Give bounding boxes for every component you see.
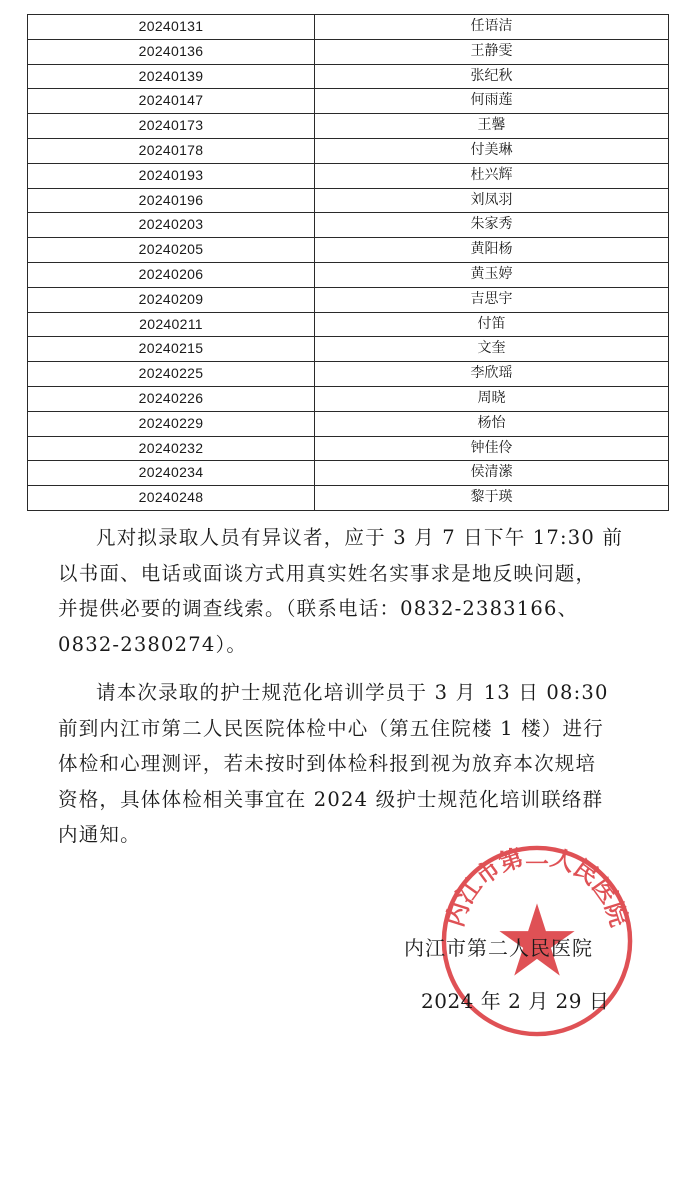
table-row [28, 461, 669, 486]
name-cell: 侯清潆 [315, 461, 669, 486]
exam-number-cell: 20240178 [28, 138, 315, 163]
name-cell: 文奎 [315, 337, 669, 362]
table-body [28, 15, 669, 511]
name-cell: 钟佳伶 [315, 436, 669, 461]
table-row [28, 262, 669, 287]
name-cell: 张纪秋 [315, 64, 669, 89]
name-cell: 朱家秀 [315, 213, 669, 238]
paragraph-line: 以书面、电话或面谈方式用真实姓名实事求是地反映问题， [58, 561, 597, 585]
seal-arc-text: 内江市第二人民医院 [440, 842, 634, 930]
table-row [28, 213, 669, 238]
exam-number-cell: 20240248 [28, 486, 315, 511]
name-cell: 黄阳杨 [315, 238, 669, 263]
table-row [28, 337, 669, 362]
paragraph-line: 体检和心理测评，若未按时到体检科报到视为放弃本次规培 [58, 752, 597, 775]
checkup-paragraph [58, 675, 668, 853]
exam-number-cell: 20240173 [28, 114, 315, 139]
name-cell: 付美琳 [315, 138, 669, 163]
paragraph-line: 资格，具体体检相关事宜在 2024 级护士规范化培训联络群 [58, 787, 604, 811]
table-row [28, 188, 669, 213]
table-row [28, 163, 669, 188]
table-row [28, 386, 669, 411]
table-row [28, 238, 669, 263]
table-row [28, 64, 669, 89]
admission-list-table [27, 14, 669, 511]
exam-number-cell: 20240209 [28, 287, 315, 312]
exam-number-cell: 20240225 [28, 362, 315, 387]
exam-number-cell: 20240136 [28, 39, 315, 64]
name-cell: 杜兴辉 [315, 163, 669, 188]
table-row [28, 287, 669, 312]
name-cell: 付笛 [315, 312, 669, 337]
exam-number-cell: 20240211 [28, 312, 315, 337]
exam-number-cell: 20240234 [28, 461, 315, 486]
signature-date: 2024 年 2 月 29 日 [421, 989, 610, 1013]
table-row [28, 114, 669, 139]
name-cell: 周晓 [315, 386, 669, 411]
name-cell: 刘凤羽 [315, 188, 669, 213]
name-cell: 黎于瑛 [315, 486, 669, 511]
table-row [28, 486, 669, 511]
paragraph-line: 0832-2380274）。 [58, 632, 248, 656]
table-row [28, 39, 669, 64]
name-cell: 吉思宇 [315, 287, 669, 312]
name-cell: 任语洁 [315, 15, 669, 40]
name-cell: 王静雯 [315, 39, 669, 64]
exam-number-cell: 20240215 [28, 337, 315, 362]
exam-number-cell: 20240229 [28, 411, 315, 436]
table-row [28, 138, 669, 163]
exam-number-cell: 20240131 [28, 15, 315, 40]
table-row [28, 411, 669, 436]
paragraph-line: 凡对拟录取人员有异议者，应于 3 月 7 日下午 17:30 前 [96, 526, 624, 549]
exam-number-cell: 20240232 [28, 436, 315, 461]
table-row [28, 15, 669, 40]
table-row [28, 436, 669, 461]
name-cell: 何雨莲 [315, 89, 669, 114]
exam-number-cell: 20240205 [28, 238, 315, 263]
exam-number-cell: 20240226 [28, 386, 315, 411]
exam-number-cell: 20240203 [28, 213, 315, 238]
table-row [28, 312, 669, 337]
name-cell: 王馨 [315, 114, 669, 139]
paragraph-line: 请本次录取的护士规范化培训学员于 3 月 13 日 08:30 [96, 681, 609, 704]
exam-number-cell: 20240206 [28, 262, 315, 287]
exam-number-cell: 20240193 [28, 163, 315, 188]
name-cell: 杨怡 [315, 411, 669, 436]
exam-number-cell: 20240139 [28, 64, 315, 89]
table-row [28, 89, 669, 114]
exam-number-cell: 20240196 [28, 188, 315, 213]
signature-organization: 内江市第二人民医院 [404, 936, 593, 960]
paragraph-line: 并提供必要的调查线索。（联系电话：0832-2383166、 [58, 597, 579, 620]
paragraph-line: 前到内江市第二人民医院体检中心（第五住院楼 1 楼）进行 [58, 716, 604, 740]
exam-number-cell: 20240147 [28, 89, 315, 114]
name-cell: 黄玉婷 [315, 262, 669, 287]
name-cell: 李欣瑶 [315, 362, 669, 387]
objection-paragraph [58, 520, 668, 662]
table-row [28, 362, 669, 387]
paragraph-line: 内通知。 [58, 823, 141, 846]
